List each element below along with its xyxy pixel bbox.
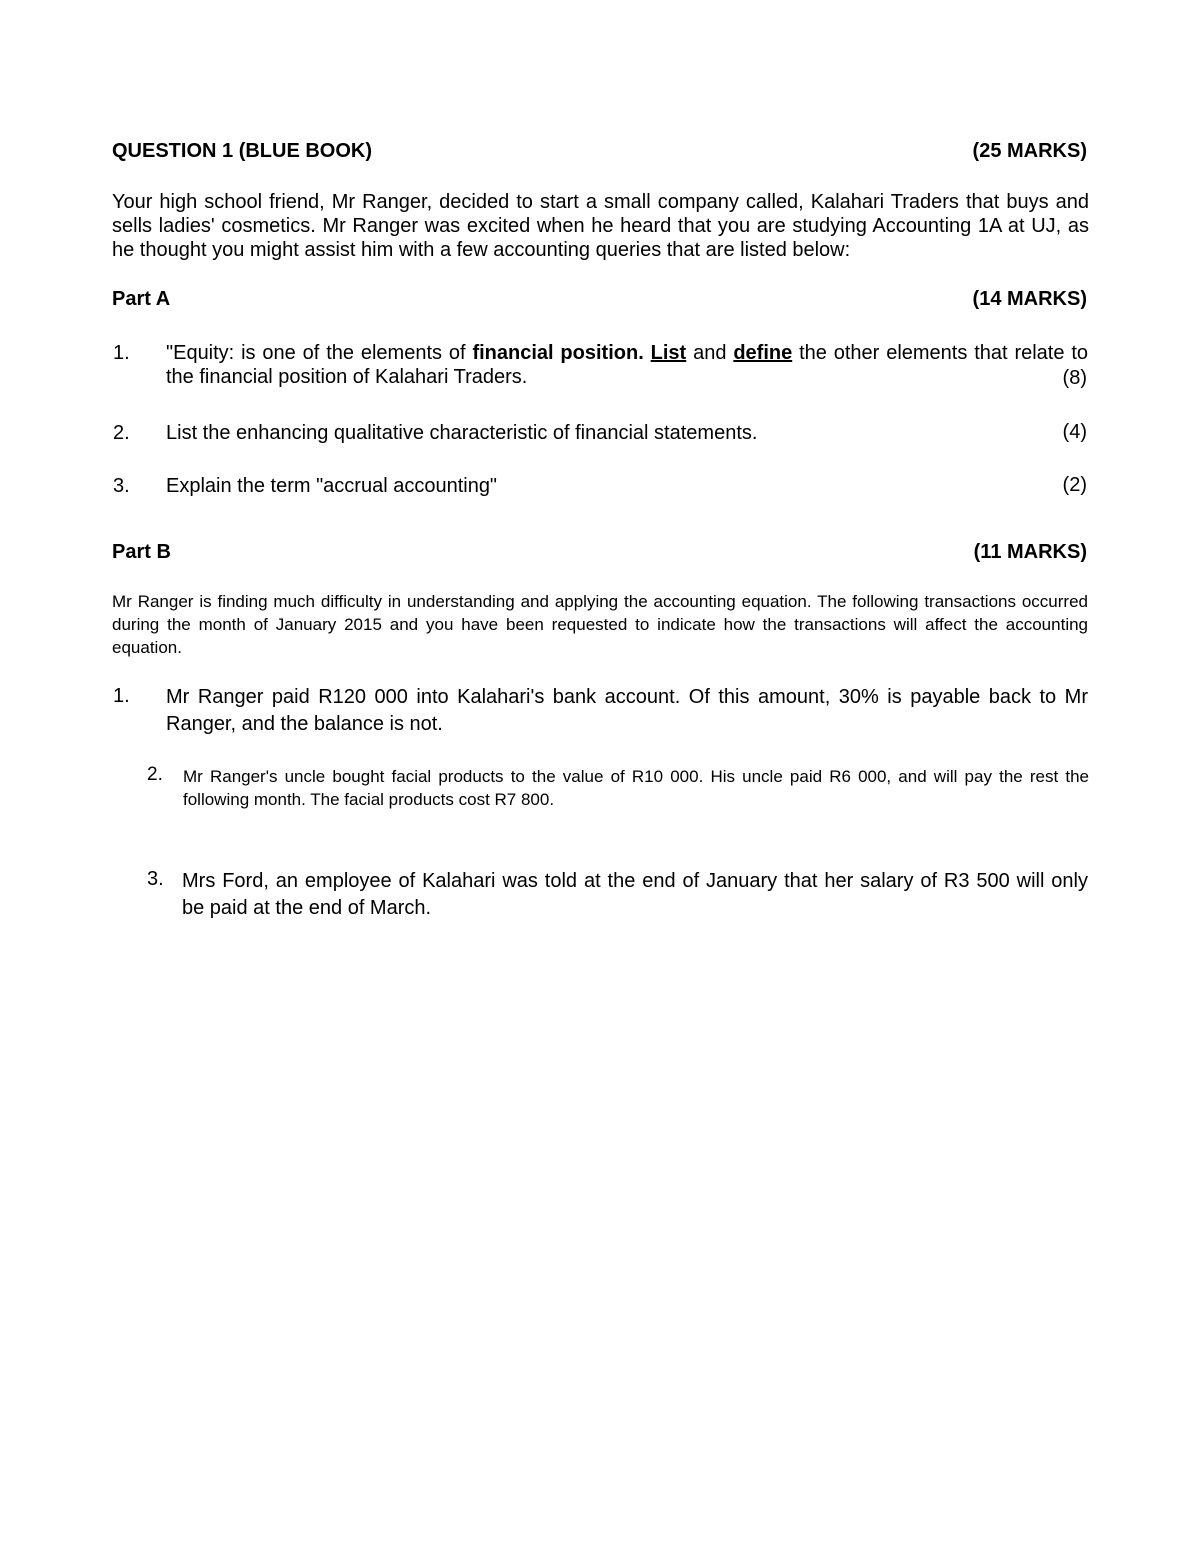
question-intro: Your high school friend, Mr Ranger, decided to start a small company called, Kalahari Traders that buys and sells ladies' cosmetics. Mr Ranger was excited when he heard that you are studying Accounting 1A at UJ, as he thought you might assist him with a few accounting queries that are listed below: xyxy=(112,191,1089,261)
part-a-title: Part A xyxy=(112,288,171,310)
part-a-marks: (14 MARKS) xyxy=(972,288,1087,310)
part-b-header xyxy=(112,541,1087,564)
part-b-intro: Mr Ranger is finding much difficulty in understanding and applying the accounting equation. The following transactions occurred during the month of January 2015 and you have been requested to indicate how the transactions will affect the accounting equation. xyxy=(112,592,1088,657)
part-a-item-2-text: List the enhancing qualitative characteristic of financial statements. xyxy=(166,422,758,444)
part-a-item-1-number: 1. xyxy=(113,342,130,364)
define-term: define xyxy=(733,342,793,364)
list-term: List xyxy=(650,342,687,364)
part-a-item-2-marks: (4) xyxy=(1062,421,1087,443)
part-a-item-1-text: "Equity: is one of the elements of financial position. List and define the other elements that relate to the financial position of Kalahari Traders. xyxy=(166,342,1089,388)
part-a-item-2-number: 2. xyxy=(113,422,130,444)
part-b-marks: (11 MARKS) xyxy=(973,541,1087,563)
part-a-item-3-text: Explain the term "accrual accounting" xyxy=(166,475,498,497)
question-marks: (25 MARKS) xyxy=(972,140,1087,162)
part-a-item-1-marks: (8) xyxy=(1062,367,1087,389)
part-b-item-3-text: Mrs Ford, an employee of Kalahari was told at the end of January that her salary of R3 500 will only be paid at the end of March. xyxy=(182,870,1088,919)
part-b-item-2-number: 2. xyxy=(147,764,163,785)
part-a-item-3-number: 3. xyxy=(113,475,130,497)
part-b-title: Part B xyxy=(112,541,171,563)
part-b-item-2-text: Mr Ranger's uncle bought facial products to the value of R10 000. His uncle paid R6 000, and will pay the rest the following month. The facial products cost R7 800. xyxy=(183,767,1089,809)
part-b-item-1-text: Mr Ranger paid R120 000 into Kalahari's bank account. Of this amount, 30% is payable back to Mr Ranger, and the balance is not. xyxy=(166,686,1088,735)
part-a-item-3-marks: (2) xyxy=(1062,474,1087,496)
question-title: QUESTION 1 (BLUE BOOK) xyxy=(112,140,373,162)
part-b-item-3-number: 3. xyxy=(147,868,164,890)
question-header xyxy=(112,140,1087,163)
part-a-header xyxy=(112,288,1087,311)
part-b-item-1-number: 1. xyxy=(113,685,130,707)
financial-position-term: financial position. xyxy=(472,342,644,364)
